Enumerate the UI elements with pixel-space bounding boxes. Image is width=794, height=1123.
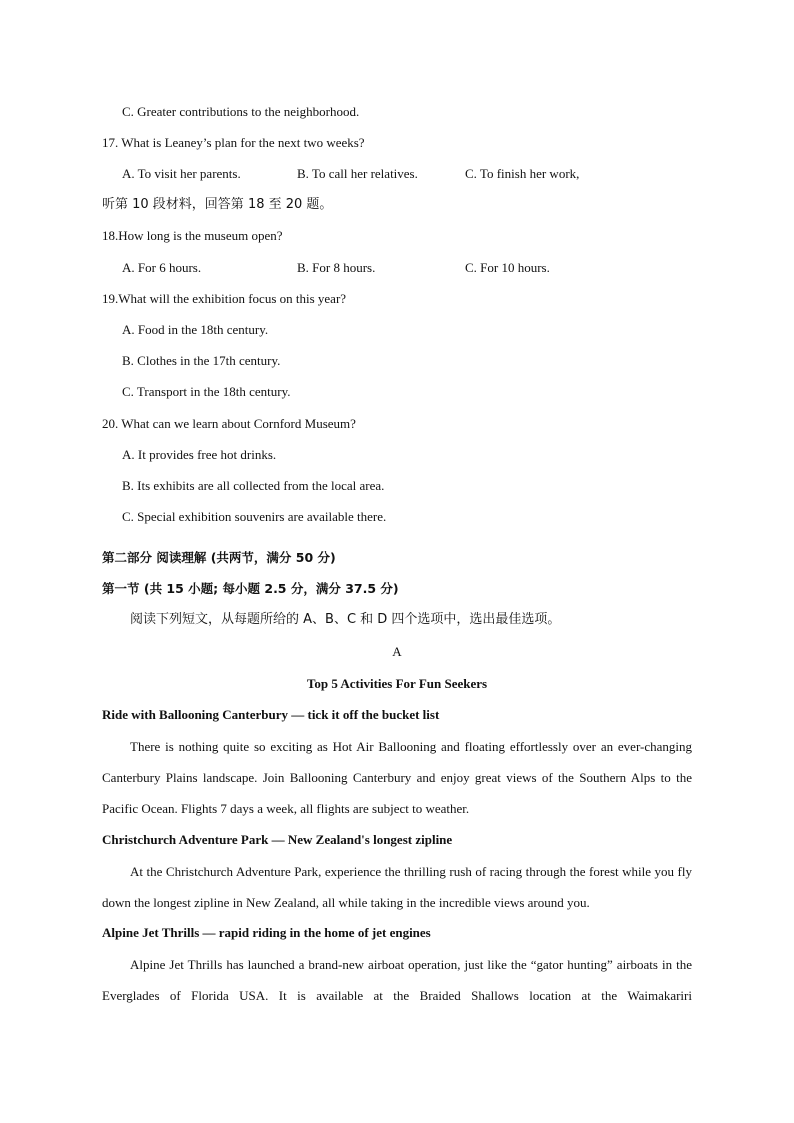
- q18-option-b: B. For 8 hours.: [297, 260, 376, 275]
- q20-stem: 20. What can we learn about Cornford Museum?: [102, 416, 356, 431]
- item2-heading: Christchurch Adventure Park — New Zealand's longest zipline: [102, 832, 453, 847]
- item1-body-text: There is nothing quite so exciting as Hot Air Ballooning and floating effortlessly over an ever-changing Canterbury Plains landscape. Join Ballooning Canterbury and enjoy great views of the Southern Alps to the Pacific Ocean. Flights 7 days a week, all flights are subject to weather.: [102, 739, 692, 816]
- reading-instructions: 阅读下列短文，从每题所给的 A、B、C 和 D 四个选项中，选出最佳选项。: [130, 612, 561, 627]
- q19-stem: 19.What will the exhibition focus on this year?: [102, 291, 347, 306]
- q17-option-a: A. To visit her parents.: [122, 166, 241, 181]
- item2-body-text: At the Christchurch Adventure Park, experience the thrilling rush of racing through the forest while you fly down the longest zipline in New Zealand, all while taking in the incredible views around you.: [102, 864, 692, 910]
- q17-option-b: B. To call her relatives.: [297, 166, 418, 181]
- q19-option-b: B. Clothes in the 17th century.: [122, 353, 281, 368]
- q18-stem: 18.How long is the museum open?: [102, 228, 283, 243]
- q16-option-c: C. Greater contributions to the neighborhood.: [122, 104, 360, 119]
- passage-title: Top 5 Activities For Fun Seekers: [306, 676, 488, 691]
- q20-option-b: B. Its exhibits are all collected from the local area.: [122, 478, 385, 493]
- q17-option-c: C. To finish her work,: [465, 166, 580, 181]
- passage-letter: A: [392, 644, 402, 659]
- q17-stem: 17. What is Leaney’s plan for the next two weeks?: [102, 135, 365, 150]
- section1-heading: 第一节 (共 15 小题; 每小题 2.5 分，满分 37.5 分): [102, 581, 399, 596]
- item1-heading: Ride with Ballooning Canterbury — tick it off the bucket list: [102, 707, 440, 722]
- q18-option-a: A. For 6 hours.: [122, 260, 202, 275]
- part2-heading: 第二部分 阅读理解 (共两节，满分 50 分): [102, 550, 336, 565]
- q20-option-c: C. Special exhibition souvenirs are available there.: [122, 509, 387, 524]
- item2-body: [102, 856, 692, 918]
- item3-body: [102, 949, 692, 1011]
- q19-option-c: C. Transport in the 18th century.: [122, 384, 291, 399]
- q20-option-a: A. It provides free hot drinks.: [122, 447, 277, 462]
- item3-heading: Alpine Jet Thrills — rapid riding in the home of jet engines: [102, 925, 431, 940]
- q19-option-a: A. Food in the 18th century.: [122, 322, 269, 337]
- item1-body: [102, 731, 692, 824]
- q18-option-c: C. For 10 hours.: [465, 260, 550, 275]
- item3-body-text: Alpine Jet Thrills has launched a brand-new airboat operation, just like the “gator hunting” airboats in the Everglades of Florida USA. It is available at the Braided Shallows location at the Waimakariri: [102, 957, 692, 1003]
- section10-instruction: 听第 10 段材料，回答第 18 至 20 题。: [102, 197, 333, 212]
